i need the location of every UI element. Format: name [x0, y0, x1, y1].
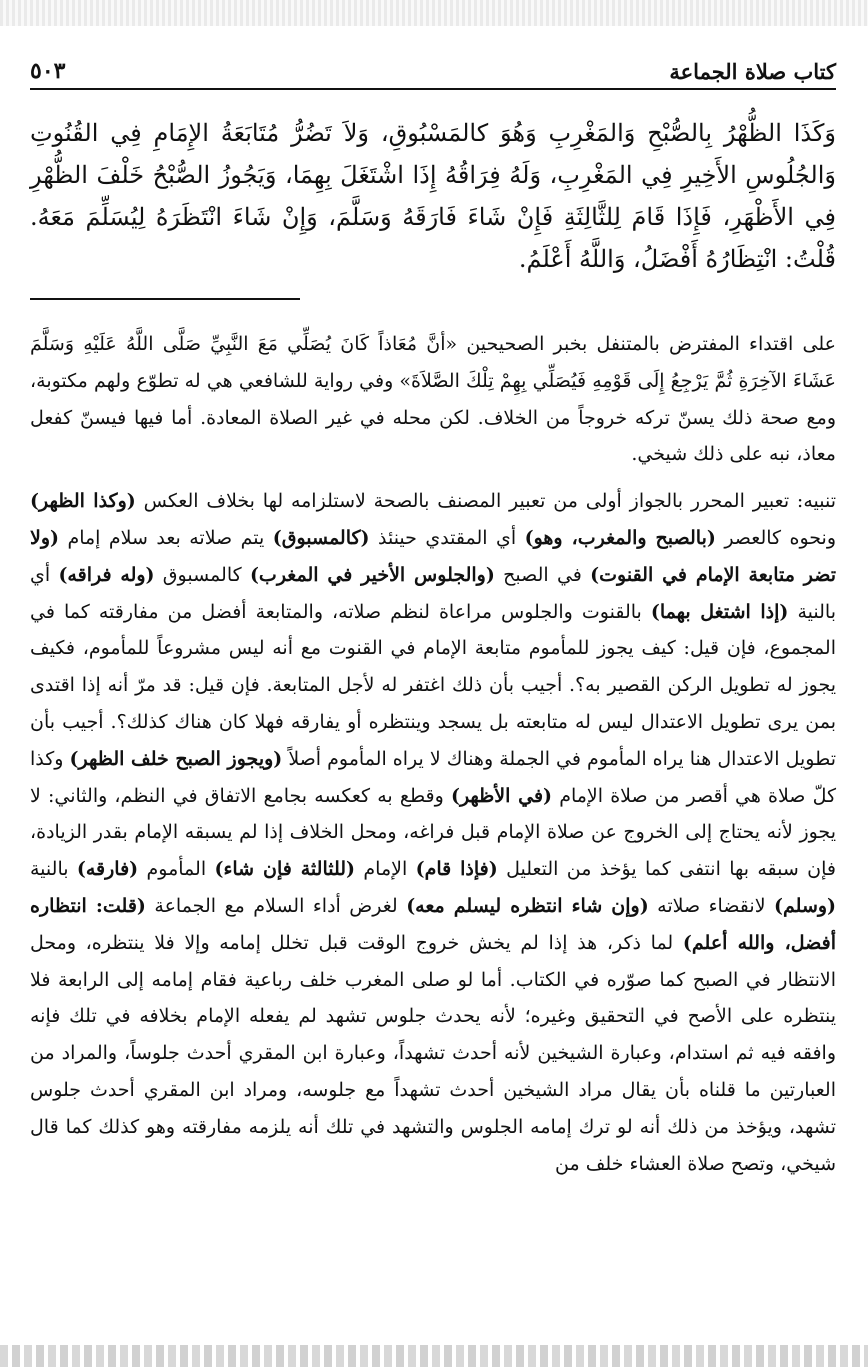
- chapter-title: كتاب صلاة الجماعة: [669, 59, 836, 84]
- commentary-text: كالمسبوق: [154, 563, 250, 586]
- commentary-text: أي المقتدي حينئذ: [369, 526, 525, 549]
- commentary-text: بالنية: [30, 858, 77, 881]
- commentary-text: يتم صلاته بعد سلام إمام: [59, 526, 273, 549]
- quoted-matn: (في الأظهر): [450, 784, 553, 807]
- main-text: [30, 112, 836, 280]
- commentary-text: لغرض أداء السلام مع الجماعة: [145, 894, 407, 917]
- commentary-text: أي بالنية: [30, 563, 836, 623]
- hadith-quote: «أنَّ مُعَاذاً كَانَ يُصَلِّي مَعَ النَّبِيِّ صَلَّى اللَّهُ عَلَيْهِ وَسَلَّمَ عَشَاءَ الآخِرَةِ ثُمَّ يَرْجِعُ إِلَى قَوْمِهِ فَيُصَلِّي بِهِمْ تِلْكَ الصَّلاَةَ»: [30, 333, 837, 392]
- commentary-text: لانقضاء صلاته: [648, 894, 775, 917]
- commentary-text: لما ذكر، هذ إذا لم يخش خروج الوقت قبل تخلل إمامه وإلا فلا ينتظره، ومحل الانتظار في الصبح كما صوّره في الكتاب. أما لو صلى المغرب خلف رباعية فقام إمامه إلى الرابعة فلا ينتظره على الأصح في التحقيق وغيره؛ لأنه يحدث جلوس تشهد لم يفعله الإمام بخلافه في تلك فإنه وافقه فيه ثم استدام، وعبارة الشيخين لأنه أحدث تشهداً، وعبارة ابن المقري أحدث جلوساً، والمراد من العبارتين ما قلناه بأن يقال مراد الشيخين أحدث تشهداً مع جلوسه، ومراد ابن المقري أحدث جلوس تشهد، ويؤخذ من ذلك أنه لو ترك إمامه الجلوس والتشهد في تلك أنه يلزمه مفارقته وهو كذلك كما قال شيخي، وتصح صلاة العشاء خلف من: [30, 931, 836, 1175]
- commentary-text: الإمام: [355, 858, 416, 881]
- commentary-paragraph-2: [30, 483, 836, 1182]
- quoted-matn: (قلت: انتظاره أفضل، والله أعلم): [30, 894, 836, 954]
- quoted-matn: (بالصبح والمغرب، وهو): [524, 526, 716, 549]
- commentary-text: وكذا كلّ صلاة هي أقصر من صلاة الإمام: [30, 747, 837, 807]
- quoted-matn: (ويجوز الصبح خلف الظهر): [69, 747, 283, 770]
- quoted-matn: (فارقه): [76, 858, 139, 881]
- book-page: [30, 40, 836, 1340]
- commentary-text: بالقنوت والجلوس مراعاة لنظم صلاته، والمتابعة أفضل من مفارقته كما في المجموع، فإن قيل: كيف يجوز للمأموم متابعة الإمام في القنوت مع أنه ليس مشروعاً للمأموم، فكيف يجوز له تطويل الركن القصير به؟. أجيب بأن ذلك اغتفر له لأجل المتابعة. فإن قيل: قد مرّ أنه إذا اقتدى بمن يرى تطويل الاعتدال ليس له متابعته بل يسجد وينتظره أو يفارقه فهلا كان هناك كذلك؟. أجيب بأن تطويل الاعتدال هنا يراه المأموم في الجملة وهناك لا يراه المأموم أصلاً: [30, 600, 836, 770]
- quoted-matn: (كالمسبوق): [272, 526, 370, 549]
- quoted-matn: (وكذا الظهر): [30, 490, 136, 513]
- main-text-paragraph: وَكَذَا الظُّهْرُ بِالصُّبْحِ وَالمَغْرِبِ وَهُوَ كالمَسْبُوقِ، وَلاَ تَضُرُّ مُتَابَعَةُ الإِمَامِ فِي القُنُوتِ وَالجُلُوسِ الأَخِيرِ فِي المَغْرِبِ، وَلَهُ فِرَاقُهُ إِذَا اشْتَغَلَ بِهِمَا، وَيَجُوزُ الصُّبْحُ خَلْفَ الظُّهْرِ فِي الأَظْهَرِ، فَإِذَا قَامَ لِلثَّالِثَةِ فَإِنْ شَاءَ فَارَقَهُ وَسَلَّمَ، وَإِنْ شَاءَ انْتَظَرَهُ لِيُسَلِّمَ مَعَهُ. قُلْتُ: انْتِظَارُهُ أَفْضَلُ، وَاللَّهُ أَعْلَمُ.: [30, 119, 836, 273]
- quoted-matn: (فإذا قام): [415, 858, 498, 881]
- scan-border-bottom: [0, 1345, 868, 1367]
- commentary-text: على اقتداء المفترض بالمتنفل بخبر الصحيحين: [457, 333, 836, 355]
- quoted-matn: (والجلوس الأخير في المغرب): [249, 563, 495, 586]
- commentary-text: في الصبح: [494, 563, 591, 586]
- page-number: ٥٠٣: [30, 58, 66, 84]
- commentary-text: المأموم: [138, 858, 215, 881]
- quoted-matn: (إذا اشتغل بهما): [650, 600, 789, 623]
- commentary-text: تنبيه: تعبير المحرر بالجواز أولى من تعبير المصنف بالصحة لاستلزامه لها بخلاف العكس: [135, 490, 837, 513]
- commentary-text: وقطع به كعكسه بجامع الاتفاق في النظم، والثاني: لا يجوز لأنه يحتاج إلى الخروج عن صلاة الإمام قبل فراغه، ومحل الخلاف إذا لم يسبقه الإمام بقدر الزيادة، فإن سبقه بها انتفى كما يؤخذ من التعليل: [30, 784, 836, 881]
- running-head: [30, 40, 836, 90]
- quoted-matn: (وله فراقه): [58, 563, 155, 586]
- quoted-matn: (وإن شاء انتظره ليسلم معه): [406, 894, 649, 917]
- commentary-text: ونحوه كالعصر: [715, 526, 836, 549]
- quoted-matn: (ولا تضر متابعة الإمام في القنوت): [30, 526, 836, 586]
- footnote-divider: [30, 298, 300, 300]
- quoted-matn: (وسلم): [774, 894, 837, 917]
- commentary: [30, 326, 836, 1182]
- scan-border-top: [0, 0, 868, 26]
- commentary-paragraph-1: [30, 326, 836, 473]
- quoted-matn: (للثالثة فإن شاء): [214, 858, 356, 881]
- commentary-text: وفي رواية للشافعي هي له تطوّع ولهم مكتوبة، ومع صحة ذلك يسنّ تركه خروجاً من الخلاف. لكن محله في غير الصلاة المعادة. أما فيها فيسنّ كفعل معاذ، نبه على ذلك شيخي.: [30, 369, 836, 466]
